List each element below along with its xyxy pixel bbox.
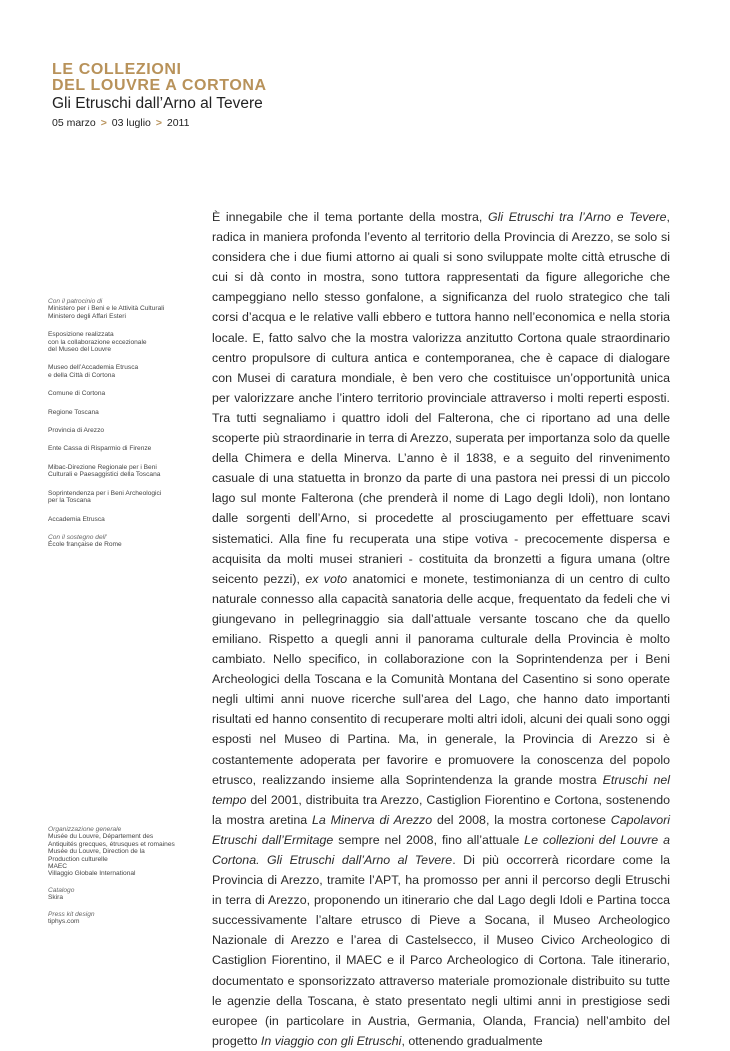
press-kit-value: tiphys.com [48, 918, 80, 926]
italic-run: Le collezioni del Louvre a Cortona. Gli Etruschi dall’Arno al Tevere [212, 832, 670, 867]
main-article [212, 207, 670, 1051]
italic-run: La Minerva di Arezzo [311, 812, 433, 827]
text-run: . Di più occorrerà ricordare come la Provincia di Arezzo, tramite l’APT, ha promosso per anni il percorso degli Etruschi in terra di Arezzo, proponendo un itinerario che dal Lago degli Idoli e Partina tocca successivamente l’altare etrusco di Pieve a Socana, il Museo Archeologico Nazionale di Arezzo e l’area di Castelsecco, il Museo Civico Archeologico di Castiglion Fiorentino, il MAEC e il Parco Archeologico di Cortona. Tale itinerario, documentato e sponsorizzato attraverso materiale promozionale distribuito su tutte le agenzie della Toscana, è stato presentato negli ultimi anni in prestigiose sedi europee (in particolare in Austria, Germania, Olanda, Francia) nell’ambito del progetto [212, 853, 670, 1048]
sostegno-line: École française de Rome [48, 541, 122, 549]
italic-run: ex voto [305, 571, 348, 586]
sostegno-block [48, 534, 193, 549]
text-run: , radica in maniera profonda l’evento al territorio della Provincia di Arezzo, se solo si considera che i due fiumi attorno ai quali si sono sviluppate molte città etrusche di cui si dà conto in mostra, sono tuttora rappresentati da figure allegoriche che campeggiano nello stesso gonfalone, a significanza del ruolo strategico che tali corsi d’acqua e le relative valli ebbero e tuttora hanno nell’economica e nella storia locale. E, fatto salvo che la mostra valorizza anzitutto Cortona quale straordinario centro propulsore di cultura antica e contemporanea, che è capace di dialogare con Musei di caratura mondiale, è ben vero che costituisce un’opportunità unica per valorizzare anche l’intero territorio provinciale attraverso i molti reperti esposti. Tra tutti segnaliamo i quattro idoli del Falterona, che ci riportano ad una delle scoperte più straordinarie in terra di Arezzo, superata per importanza solo da quelle della Chimera e della Minerva. L’anno è il 1838, e a seguito del rinvenimento casuale di una statuetta in bronzo da parte di una pastora nei pressi di un piccolo lago sul monte Falterona (che prenderà il nome di Lago degli Idoli), non lontano dalle sorgenti dell’Arno, si procedette al prosciugamento per effettuare scavi sistematici. Alla fine fu recuperata una stipe votiva - precocemente dispersa e acquisita da molti musei stranieri - costituita da bronzetti a figura umana (oltre seicento pezzi), [212, 210, 670, 586]
date-end: 03 luglio [111, 117, 151, 129]
italic-run: Etruschi nel tempo [212, 772, 670, 807]
organizzazione-block [48, 826, 198, 878]
organizzazione-label: Organizzazione generale [48, 826, 122, 833]
esposizione-line: Esposizione realizzata [48, 331, 114, 339]
comune: Comune di Cortona [48, 390, 106, 398]
title-line-2: DEL LOUVRE A CORTONA [52, 77, 267, 94]
esposizione-line: con la collaborazione eccezionale [48, 338, 147, 346]
patrocinio-label: Con il patrocinio di [48, 298, 103, 305]
text-run: del 2008, la mostra cortonese [432, 812, 611, 827]
patrocinio-line: Ministero degli Affari Esteri [48, 312, 126, 320]
organizzazione-line: Villaggio Globale International [48, 870, 136, 878]
museo-line: e della Città di Cortona [48, 371, 116, 379]
patrocinio-block [48, 298, 193, 320]
subtitle: Gli Etruschi dall’Arno al Tevere [52, 95, 263, 112]
museo-line: Museo dell’Accademia Etrusca [48, 364, 139, 372]
provincia: Provincia di Arezzo [48, 427, 105, 435]
production-credits [48, 826, 198, 934]
organizzazione-line: Production culturelle [48, 855, 108, 863]
organizzazione-line: MAEC [48, 863, 68, 871]
regione: Regione Toscana [48, 408, 99, 416]
catalogo-value: Skira [48, 894, 64, 902]
sostegno-label: Con il sostegno dell’ [48, 533, 108, 541]
esposizione-line: del Museo del Louvre [48, 346, 112, 354]
text-run: È innegabile che il tema portante della mostra, [212, 210, 488, 224]
header [52, 62, 267, 129]
credits-sidebar [48, 298, 193, 560]
text-run: , ottenendo gradualmente [401, 1033, 543, 1048]
text-run: sempre nel 2008, fino all’attuale [333, 832, 525, 847]
year: 2011 [166, 117, 190, 129]
press-kit-block [48, 911, 198, 926]
italic-run: Capolavori Etruschi dall’Ermitage [212, 812, 670, 847]
mibac-line: Culturali e Paesaggistici della Toscana [48, 471, 161, 479]
article-paragraph [212, 207, 670, 1051]
patrocinio-line: Ministero per i Beni e le Attività Culturali [48, 305, 165, 313]
organizzazione-line: Antiquités grecques, étrusques et romaines [48, 840, 175, 848]
date-separator-1: > [100, 117, 107, 129]
soprintendenza-line: per la Toscana [48, 497, 91, 505]
date-start: 05 marzo [52, 117, 96, 129]
italic-run: In viaggio con gli Etruschi [260, 1033, 402, 1048]
press-kit-label: Press kit design [48, 910, 95, 918]
soprintendenza-block [48, 490, 193, 505]
esposizione-block [48, 331, 193, 353]
ente: Ente Cassa di Risparmio di Firenze [48, 445, 152, 453]
organizzazione-line: Musée du Louvre, Département des [48, 833, 154, 841]
accademia: Accademia Etrusca [48, 515, 105, 523]
organizzazione-line: Musée du Louvre, Direction de la [48, 848, 145, 856]
date-separator-2: > [155, 117, 162, 129]
text-run: del 2001, distribuita tra Arezzo, Castiglion Fiorentino e Cortona, sostenendo la mostra aretina [212, 792, 670, 827]
mibac-block [48, 464, 193, 479]
mibac-line: Mibac-Direzione Regionale per i Beni [48, 463, 157, 471]
museo-block [48, 364, 193, 379]
catalogo-block [48, 887, 198, 902]
catalogo-label: Catalogo [48, 886, 75, 894]
italic-run: Gli Etruschi tra l’Arno e Tevere [487, 210, 667, 224]
soprintendenza-line: Soprintendenza per i Beni Archeologici [48, 489, 162, 497]
exhibition-dates [52, 117, 267, 129]
title-line-1: LE COLLEZIONI [52, 61, 182, 78]
text-run: anatomici e monete, testimonianza di un centro di culto naturale connesso alla capacità sanatoria delle acque, frequentato da fedeli che vi giungevano in pellegrinaggio sia dall’attuale versante toscano che da quello emiliano. Rispetto a quegli anni il panorama culturale della Provincia è molto cambiato. Nello specifico, in collaborazione con la Soprintendenza per i Beni Archeologici della Toscana e la Comunità Montana del Casentino si sono operate negli ultimi anni nuove ricerche sull’area del Lago, che hanno dato importanti risultati ed hanno consentito di recuperare molti altri idoli, alcuni dei quali sono oggi esposti nel Museo di Partina. Ma, in generale, la Provincia di Arezzo si è costantemente adoperata per favorire e promuovere la conoscenza del popolo etrusco, realizzando insieme alla Soprintendenza la grande mostra [212, 571, 671, 787]
